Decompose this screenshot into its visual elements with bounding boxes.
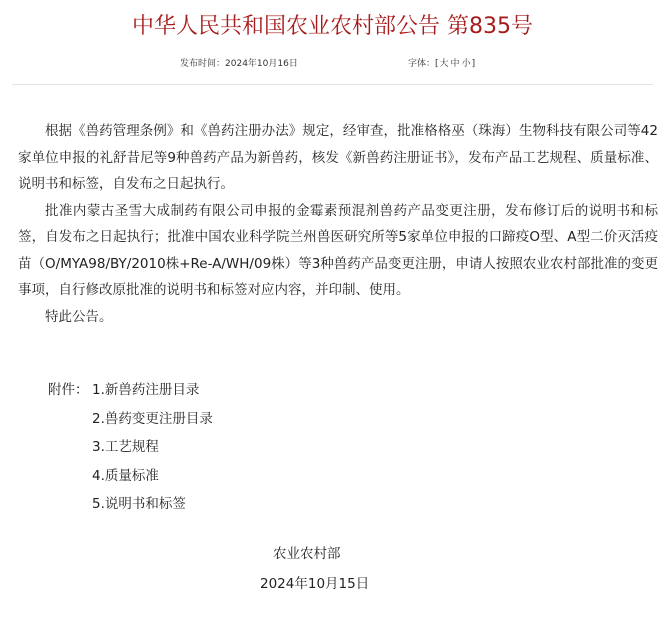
publish-label: 发布时间： — [180, 59, 226, 69]
attachment-row — [48, 433, 213, 462]
attachment-row — [48, 376, 213, 405]
font-bracket-open: [ — [435, 59, 439, 69]
font-size-switcher — [408, 57, 475, 71]
attachment-row — [48, 490, 213, 519]
attachment-row — [48, 462, 213, 491]
font-bracket-close: ] — [471, 59, 476, 69]
signature-org-text: 农业农村部 — [273, 546, 341, 562]
paragraph-approval-new: 根据《兽药管理条例》和《兽药注册办法》规定，经审查，批准格格巫（珠海）生物科技有限公司等42家单位申报的礼舒昔尼等9种兽药产品为新兽药，核发《新兽药注册证书》，发布产品工艺规程、质量标准、说明书和标签，自发布之日起执行。 — [18, 123, 658, 192]
attachment-link-5[interactable]: 5.说明书和标签 — [92, 496, 186, 512]
paragraph-closing: 特此公告。 — [45, 308, 113, 325]
attachment-list — [48, 376, 213, 519]
attachment-link-2[interactable]: 2.兽药变更注册目录 — [92, 410, 213, 427]
page-title: 中华人民共和国农业农村部公告 第835号 — [132, 14, 533, 39]
signature-date-text: 2024年10月15日 — [260, 576, 370, 592]
attachment-label: 附件： — [48, 382, 89, 398]
publish-date: 2024年10月16日 — [225, 59, 298, 69]
announcement-body — [18, 118, 658, 330]
font-size-small[interactable]: 小 — [461, 59, 471, 69]
publish-info — [180, 57, 298, 71]
attachment-row — [48, 405, 213, 434]
attachment-link-1[interactable]: 1.新兽药注册目录 — [92, 382, 200, 398]
font-size-large[interactable]: 大 — [439, 59, 449, 69]
article-meta — [0, 57, 665, 71]
font-size-medium[interactable]: 中 — [450, 59, 460, 69]
font-size-label: 字体： — [408, 59, 436, 69]
attachment-link-4[interactable]: 4.质量标准 — [92, 467, 159, 484]
paragraph-approval-change: 批准内蒙古圣雪大成制药有限公司申报的金霉素预混剂兽药产品变更注册，发布修订后的说明书和标签，自发布之日起执行；批准中国农业科学院兰州兽医研究所等5家单位申报的口蹄疫O型、A型二价灭活疫苗（O/MYA98/BY/2010株+Re-A/WH/09株）等3种兽药产品变更注册，申请人按照农业农村部批准的变更事项，自行修改原批准的说明书和标签对应内容，并印制、使用。 — [18, 202, 658, 298]
header-divider — [12, 84, 653, 85]
attachment-link-3[interactable]: 3.工艺规程 — [92, 439, 159, 455]
